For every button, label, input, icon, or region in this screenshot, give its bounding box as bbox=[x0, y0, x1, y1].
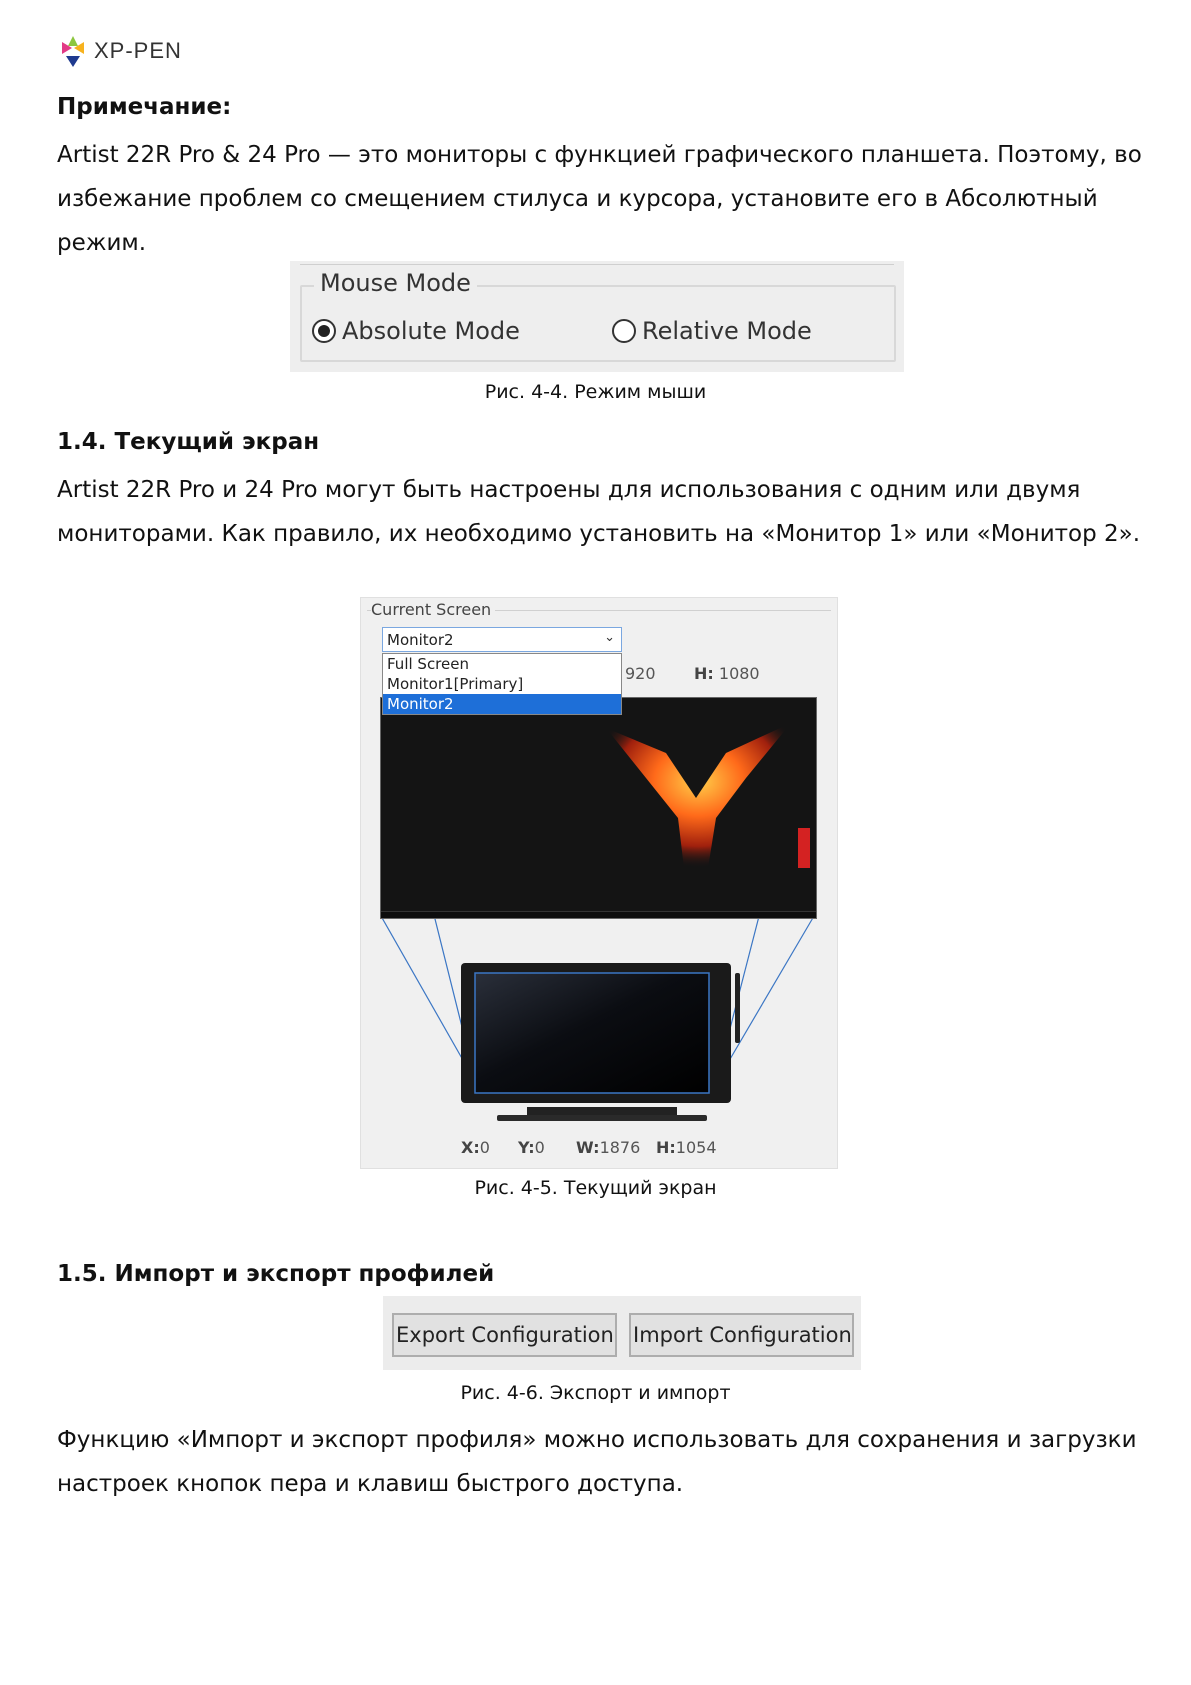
lenovo-logo bbox=[798, 828, 810, 868]
figure-caption: Рис. 4-5. Текущий экран bbox=[474, 1177, 717, 1199]
monitor-select-value: Monitor2 bbox=[387, 631, 454, 649]
height-label: H: bbox=[694, 664, 714, 683]
y-readout bbox=[518, 1138, 545, 1157]
y-value: 0 bbox=[534, 1138, 545, 1157]
import-export-paragraph bbox=[57, 1418, 1147, 1506]
import-configuration-button[interactable]: Import Configuration bbox=[629, 1313, 854, 1357]
note-line: избежание проблем со смещением стилуса и курсора, установите его в Абсолютный bbox=[57, 186, 1098, 212]
mouse-mode-figure bbox=[290, 261, 904, 372]
relative-mode-label: Relative Mode bbox=[642, 317, 812, 345]
h-readout bbox=[656, 1138, 717, 1157]
chevron-down-icon[interactable]: ⌄ bbox=[604, 630, 615, 645]
divider bbox=[300, 264, 894, 265]
h-label: H: bbox=[656, 1138, 676, 1157]
height-value: 1080 bbox=[718, 664, 760, 683]
note-heading: Примечание: bbox=[57, 94, 232, 120]
h-value: 1054 bbox=[675, 1138, 717, 1157]
w-readout bbox=[576, 1138, 640, 1157]
import-export-figure bbox=[383, 1296, 861, 1370]
absolute-mode-label: Absolute Mode bbox=[342, 317, 520, 345]
figure-caption: Рис. 4-4. Режим мыши bbox=[484, 381, 707, 403]
w-value: 1876 bbox=[599, 1138, 641, 1157]
x-value: 0 bbox=[479, 1138, 490, 1157]
mouse-mode-group-label: Mouse Mode bbox=[314, 269, 477, 297]
pen-display-icon bbox=[457, 959, 747, 1129]
monitor-preview-image bbox=[380, 697, 817, 919]
wallpaper-graphic bbox=[596, 708, 796, 868]
current-screen-group-label: Current Screen bbox=[371, 600, 495, 619]
section-heading: 1.4. Текущий экран bbox=[57, 429, 320, 455]
x-readout bbox=[461, 1138, 490, 1157]
paragraph-line: Artist 22R Pro и 24 Pro могут быть настроены для использования с одним или двумя bbox=[57, 477, 1081, 503]
tablet-illustration bbox=[457, 959, 747, 1129]
taskbar bbox=[381, 911, 816, 918]
note-line: Artist 22R Pro & 24 Pro — это мониторы с функцией графического планшета. Поэтому, во bbox=[57, 142, 1142, 168]
note-paragraph bbox=[57, 133, 1147, 265]
figure-caption: Рис. 4-6. Экспорт и импорт bbox=[460, 1382, 731, 1404]
brand-name: XP-PEN bbox=[94, 38, 182, 63]
dropdown-option-monitor2[interactable]: Monitor2 bbox=[383, 694, 621, 714]
absolute-mode-radio[interactable] bbox=[312, 317, 520, 345]
x-label: X: bbox=[461, 1138, 480, 1157]
monitor-dropdown bbox=[382, 653, 622, 715]
export-configuration-button[interactable]: Export Configuration bbox=[392, 1313, 617, 1357]
paragraph-line: мониторами. Как правило, их необходимо установить на «Монитор 1» или «Монитор 2». bbox=[57, 521, 1141, 547]
xp-pen-logo-icon bbox=[58, 34, 88, 68]
current-screen-paragraph bbox=[57, 468, 1147, 556]
radio-unchecked-icon bbox=[612, 319, 636, 343]
width-value-partial: 920 bbox=[625, 664, 656, 683]
paragraph-line: настроек кнопок пера и клавиш быстрого доступа. bbox=[57, 1471, 684, 1497]
note-line: режим. bbox=[57, 230, 147, 256]
dropdown-option-monitor1[interactable]: Monitor1[Primary] bbox=[387, 675, 524, 693]
radio-checked-icon bbox=[312, 319, 336, 343]
section-heading: 1.5. Импорт и экспорт профилей bbox=[57, 1261, 495, 1287]
y-label: Y: bbox=[518, 1138, 535, 1157]
xp-pen-logo bbox=[58, 33, 182, 69]
w-label: W: bbox=[576, 1138, 600, 1157]
paragraph-line: Функцию «Импорт и экспорт профиля» можно использовать для сохранения и загрузки bbox=[57, 1427, 1137, 1453]
relative-mode-radio[interactable] bbox=[612, 317, 812, 345]
current-screen-figure bbox=[360, 597, 838, 1169]
dropdown-option-full-screen[interactable]: Full Screen bbox=[387, 655, 469, 673]
